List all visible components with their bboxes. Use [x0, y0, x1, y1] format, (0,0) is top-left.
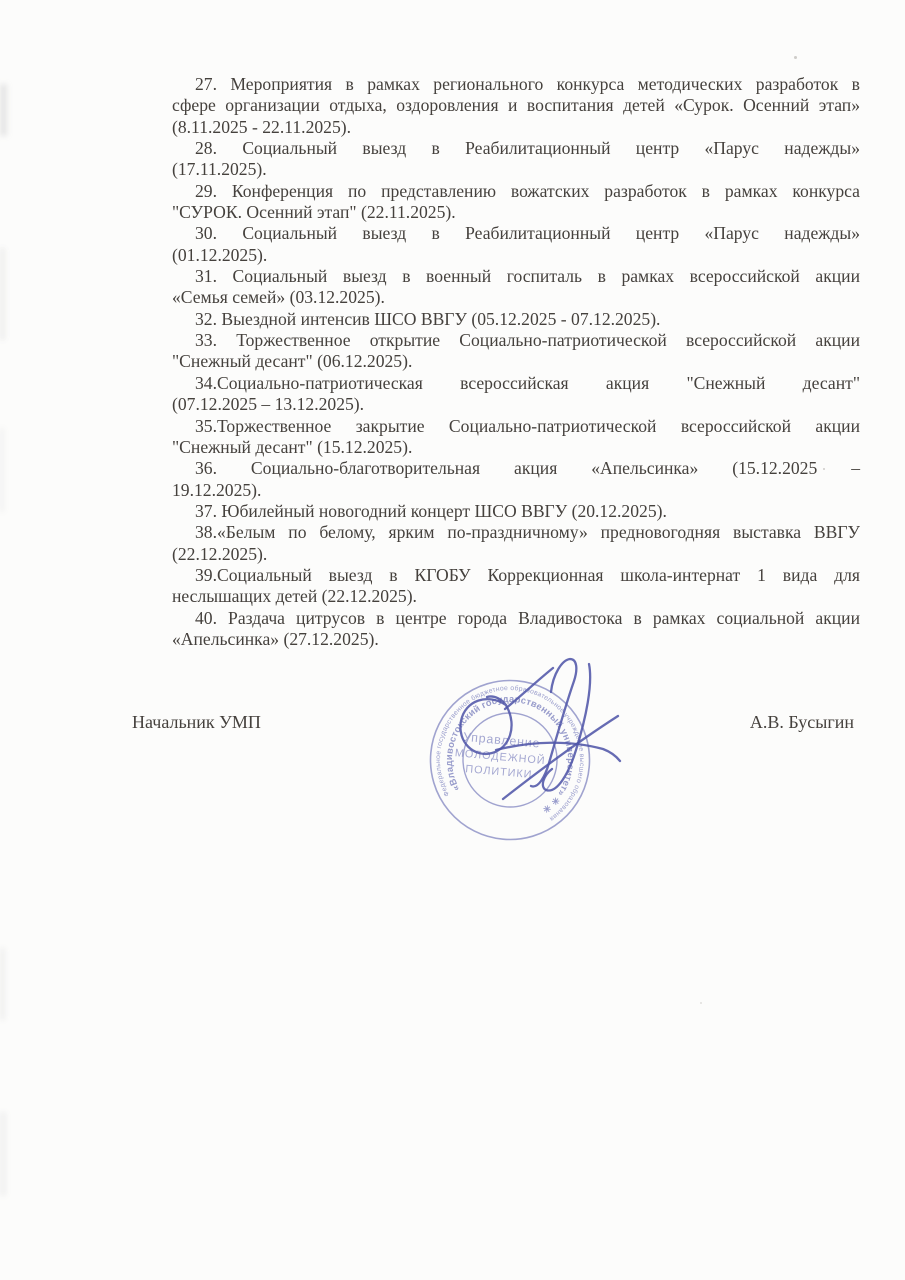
scan-artifact [0, 248, 5, 340]
scan-speck [794, 56, 797, 59]
text-line: 28. Социальный выезд в Реабилитационный центр «Парус надежды» [195, 138, 860, 159]
list-item [172, 565, 860, 608]
list-item [172, 181, 860, 224]
stamp-center-line-3: ПОЛИТИКИ [464, 763, 533, 781]
text-line: 35.Торжественное закрытие Социально-патриотической всероссийской акции [195, 415, 860, 436]
text-line: 34.Социально-патриотическая всероссийская акция "Снежный десант" [195, 372, 860, 393]
text-line: (22.12.2025). [172, 543, 268, 564]
event-list [172, 74, 860, 650]
list-item [172, 223, 860, 266]
signoff-name: А.В. Бусыгин [749, 712, 854, 732]
round-stamp [424, 674, 596, 846]
stamp-center-line-1: Управление [462, 729, 541, 751]
text-line: (01.12.2025). [172, 244, 268, 265]
handwritten-signature [460, 659, 620, 799]
scan-artifact [0, 84, 7, 136]
text-line: "Снежный десант" (15.12.2025). [172, 436, 413, 457]
list-item [172, 266, 860, 309]
stamp-org-text: «Владивостокский государственный университет» ✳ ✳ [442, 692, 578, 816]
text-line: 33. Торжественное открытие Социально-патриотической всероссийской акции [195, 330, 860, 351]
signoff-position: Начальник УМП [132, 712, 261, 732]
list-item [172, 373, 860, 416]
list-item [172, 458, 860, 501]
list-item [172, 416, 860, 459]
text-line: 30. Социальный выезд в Реабилитационный центр «Парус надежды» [195, 223, 860, 244]
text-line: 19.12.2025). [172, 479, 262, 500]
list-item [172, 138, 860, 181]
text-line: 38.«Белым по белому, ярким по-праздничному» предновогодняя выставка ВВГУ [195, 522, 860, 543]
list-item [172, 330, 860, 373]
text-line: 32. Выездной интенсив ШСО ВВГУ (05.12.2025 - 07.12.2025). [195, 308, 661, 329]
scan-speck [700, 1002, 702, 1004]
text-line: 27. Мероприятия в рамках регионального конкурса методических разработок в [195, 74, 860, 94]
text-line: 39.Социальный выезд в КГОБУ Коррекционная школа-интернат 1 вида для [195, 564, 860, 585]
text-line: сфере организации отдыха, оздоровления и воспитания детей «Сурок. Осенний этап» [172, 95, 860, 116]
list-item [172, 522, 860, 565]
text-line: (07.12.2025 – 13.12.2025). [172, 394, 365, 415]
list-item [172, 608, 860, 651]
list-item [172, 74, 860, 138]
text-line: "Снежный десант" (06.12.2025). [172, 351, 413, 372]
list-item [172, 309, 860, 330]
text-line: «Семья семей» (03.12.2025). [172, 287, 385, 308]
list-item [172, 501, 860, 522]
text-line: "СУРОК. Осенний этап" (22.11.2025). [172, 202, 456, 223]
text-line: (8.11.2025 - 22.11.2025). [172, 116, 352, 137]
text-line: 40. Раздача цитрусов в центре города Владивостока в рамках социальной акции [195, 607, 860, 628]
text-line: 29. Конференция по представлению вожатских разработок в рамках конкурса [195, 180, 860, 201]
text-line: 37. Юбилейный новогодний концерт ШСО ВВГУ (20.12.2025). [195, 500, 667, 521]
stamp-and-signature [420, 648, 630, 853]
text-line: (17.11.2025). [172, 159, 267, 180]
scan-artifact [0, 948, 5, 1020]
text-line: 36. Социально-благотворительная акция «Апельсинка» (15.12.2025 – [195, 458, 860, 479]
stamp-center-line-2: МОЛОДЕЖНОЙ [454, 747, 547, 768]
text-line: «Апельсинка» (27.12.2025). [172, 628, 379, 649]
text-line: 31. Социальный выезд в военный госпиталь в рамках всероссийской акции [195, 266, 860, 287]
stamp-ring-text: Федеральное государственное бюджетное образовательное учреждение высшего образования [434, 684, 586, 823]
text-line: неслышащих детей (22.12.2025). [172, 586, 417, 607]
scan-artifact [0, 1112, 6, 1196]
scan-artifact [0, 428, 4, 512]
